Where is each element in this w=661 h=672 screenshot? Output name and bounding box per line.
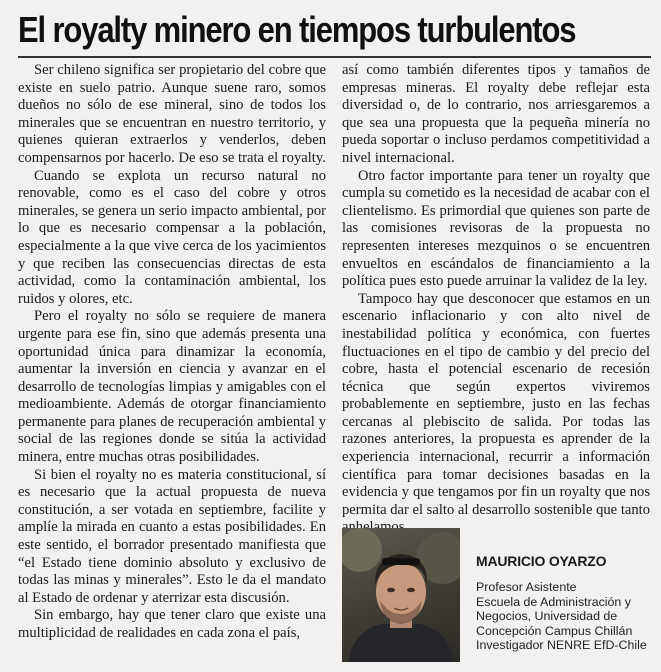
author-info-line: Profesor Asistente (476, 580, 577, 594)
paragraph: Pero el royalty no sólo se requiere de manera urgente para ese fin, sino que además presenta una oportunidad única para dinamizar la economía, aumentar la inversión en ciencia y avanzar en el desarrollo de tecnologías limpias y amigables con el medioambiente. Además de otorgar financiamiento permanente para planes de recuperación ambiental y social de las regiones donde se sitúa la actividad minera, entre muchas otras posibilidades. (18, 308, 326, 466)
author-photo (342, 528, 460, 662)
title-divider (18, 56, 651, 58)
paragraph: así como también diferentes tipos y tamaños de empresas mineras. El royalty debe reflejar esta diversidad o, de lo contrario, nos arriesgaremos a que sea una propuesta que la pequeña minería no pueda soportar o incluso perdamos competitividad a nivel internacional. (342, 62, 650, 166)
paragraph: Tampoco hay que desconocer que estamos en un escenario inflacionario y con alto nivel de inestabilidad política y económica, con fuertes fluctuaciones en el tipo de cambio y del precio del cobre, hasta el potencial escenario de recesión técnica que según expertos viviremos probablemente en septiembre, justo en las fechas cercanas al plebiscito de salida. Por todas las razones anteriores, la propuesta es aprender de la experiencia internacional, recurrir a información científica para tomar decisiones basadas en la evidencia y que tengamos por fin un royalty que nos permita dar el salto al desarrollo sostenible que tanto (342, 290, 650, 518)
paragraph: Si bien el royalty no es materia constitucional, sí es necesario que la actual propuesta de nueva constitución, a ser votada en septiembre, facilite y amplíe la mirada en cuanto a estas posibilidades. En este sentido, el borrador presentado manifiesta que “el Estado tiene dominio absoluto y exclusivo de todas las minas y minerales”. Esto le da el mandato al Estado de ordenar y aterrizar esta discusión. (18, 466, 326, 606)
paragraph: Otro factor importante para tener un royalty que cumpla su cometido es la necesidad de acabar con el clientelismo. Es primordial que quienes son parte de las comisiones revisoras de la propuesta no representen intereses mezquinos o se encuentren envueltos en escándalos de financiamiento a la política pues esto puede arruinar la validez de la ley. (342, 167, 650, 290)
article-title: El royalty minero en tiempos turbulentos (18, 9, 576, 50)
left-column (18, 62, 326, 643)
paragraph: Ser chileno significa ser propietario del cobre que existe en suelo patrio. Aunque suene raro, somos dueños no sólo de ese mineral, sino de todos los minerales que se encuentran en nuestro territorio, y quienes quieran extraerlos y venderlos, deben compensarnos por hacerlo. De eso se trata el royalty. (18, 62, 326, 166)
paragraph: Sin embargo, hay que tener claro que existe una multiplicidad de realidades en cada zona el país, (18, 607, 326, 641)
author-affiliation (476, 580, 652, 653)
paragraph: Cuando se explota un recurso natural no renovable, como es el caso del cobre y otros minerales, se genera un serio impacto ambiental, por lo que es necesario compensar a la población, especialmente a la que vive cerca de los yacimientos y que reciben las consecuencias directas de esta actividad, como la contaminación ambiental, los ruidos y olores, etc. (18, 167, 326, 307)
author-info-line: Investigador NENRE EfD-Chile (476, 638, 647, 653)
author-box (342, 525, 652, 665)
author-info-line: Concepción Campus Chillán (476, 623, 633, 638)
author-info-line: Escuela de Administración y (476, 594, 631, 609)
right-column (342, 62, 650, 537)
author-name: MAURICIO OYARZO (476, 553, 607, 569)
author-info-line: Negocios, Universidad de (476, 609, 618, 624)
